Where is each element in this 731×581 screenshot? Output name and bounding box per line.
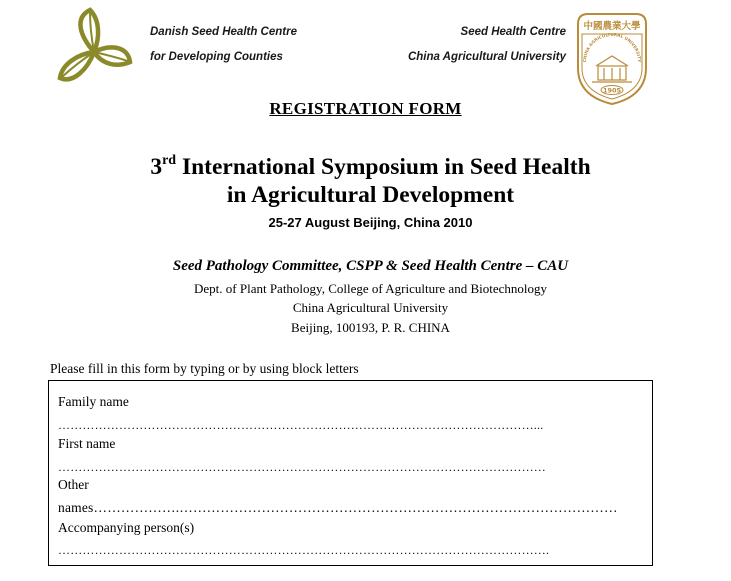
left-org-line1: Danish Seed Health Centre <box>150 26 297 38</box>
symposium-dates: 25-27 August Beijing, China 2010 <box>268 215 473 230</box>
right-org-line2: China Agricultural University <box>407 51 566 63</box>
right-org-line1: Seed Health Centre <box>460 26 566 38</box>
trefoil-leaf-icon <box>54 6 134 92</box>
symposium-title-line1 <box>0 153 731 181</box>
form-instructions: Please fill in this form by typing or by using block letters <box>50 361 359 376</box>
family-name-label: Family name <box>58 394 129 409</box>
organizing-committee: Seed Pathology Committee, CSPP & Seed Health Centre – CAU <box>172 258 569 274</box>
address-line2: China Agricultural University <box>292 300 449 315</box>
seed-health-centre-cau-name <box>380 20 566 70</box>
first-name-field[interactable]: ………………………………………………………………………………………………………… <box>58 460 546 474</box>
other-names-label: Other <box>58 477 89 492</box>
family-name-field[interactable]: ………………………………………………………………………………………………………... <box>58 418 544 432</box>
seal-chinese-text: 中國農業大學 <box>583 21 641 32</box>
danish-seed-health-centre-logo <box>54 6 134 92</box>
seal-year: 1905 <box>602 86 622 95</box>
seal-ring-text: CHINA AGRICULTURAL UNIVERSITY <box>581 31 643 63</box>
accompanying-persons-label: Accompanying person(s) <box>58 520 195 535</box>
registration-form-title: REGISTRATION FORM <box>269 99 462 118</box>
address-line3: Beijing, 100193, P. R. CHINA <box>291 320 450 335</box>
title-ordinal: 3 <box>150 154 163 180</box>
left-org-line2: for Developing Counties <box>150 51 283 63</box>
registration-form-box <box>48 380 653 566</box>
other-names-field[interactable]: names……………….…………………………………………………………………………………… <box>58 500 618 515</box>
address-line1: Dept. of Plant Pathology, College of Agriculture and Biotechnology <box>194 281 547 296</box>
title-ordinal-suffix: rd <box>162 153 177 169</box>
symposium-title-line2: in Agricultural Development <box>226 182 515 208</box>
cau-seal-emblem <box>574 10 650 106</box>
danish-seed-health-centre-name <box>150 20 297 70</box>
first-name-label: First name <box>58 436 116 451</box>
title-line1-rest: International Symposium in Seed Health <box>176 154 591 180</box>
university-seal-icon <box>574 10 650 106</box>
accompanying-persons-field[interactable]: …………………………………………………………………………………………………………. <box>58 543 550 557</box>
